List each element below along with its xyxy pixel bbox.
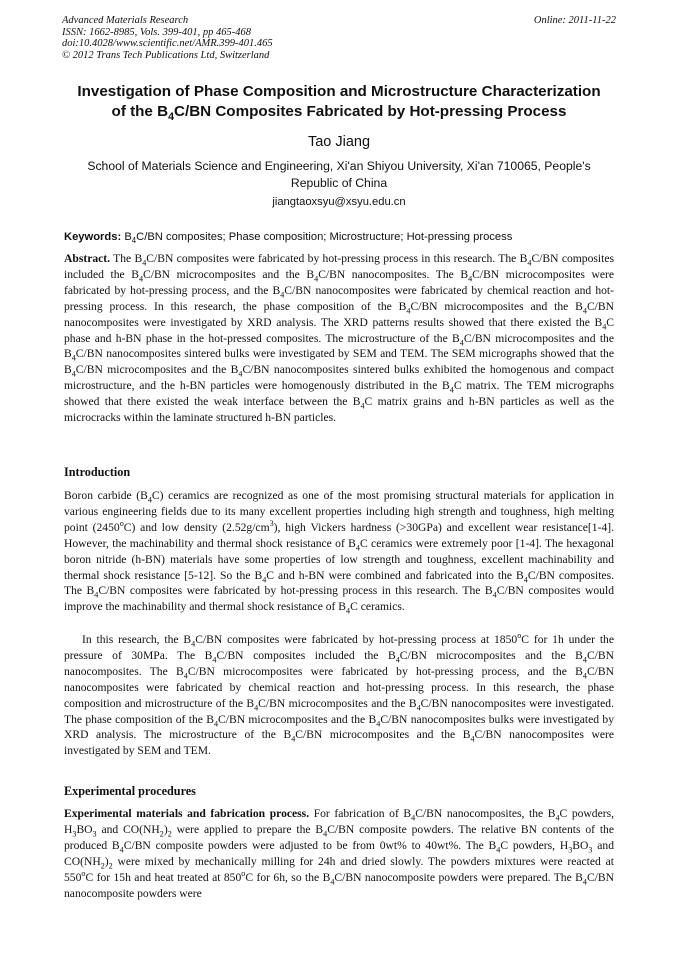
author-name: Tao Jiang — [307, 134, 371, 150]
keywords — [64, 231, 624, 246]
keywords-text: $B_4C/BN$ composites; Phase composition; Microstructure; Hot-pressing process — [124, 231, 513, 246]
keywords-label: Keywords: — [64, 231, 122, 243]
experimental-heading: Experimental procedures — [64, 784, 196, 798]
intro-p1-text: Boron carbide $(B_4C)$ ceramics are recognized as one of the most promising structural materials for application in various engineering fields due to its many excellent properties including high strength and toughness, high melting point (2450$^o$C) and low density $(2.52g/cm^3)$, high Vickers hardness (>30GPa) and excellent wear resistance[1-4]. However, the machinability and thermal shock resistance of $B_4C$ ceramics were extremely poor [1-4]. The hexagonal boron nitride (h-BN) materials have some properties of low strength and toughness, excellent machinability and thermal shock resistance [5-12]. So the $B_4C$ and h-BN were combined and fabricated into the $B_4C/BN$ composites. The $B_4C/BN$ composites were fabricated by hot-pressing process in this research. The $B_4C/BN$ composites would improve the machinability and thermal shock resistance of $B_4C$ ceramics. — [64, 489, 615, 616]
intro-paragraph-1 — [64, 488, 614, 615]
journal-name: Advanced Materials Research — [62, 15, 189, 26]
affiliation: School of Materials Science and Engineering, Xi'an Shiyou University, Xi'an 710065, People's Republic of China — [87, 159, 591, 190]
journal-header — [62, 15, 616, 61]
author-email[interactable]: jiangtaoxsyu@xsyu.edu.cn — [272, 196, 406, 208]
title-line-2: of the $B_4C/BN$ Composites Fabricated by Hot-pressing Process — [111, 103, 567, 124]
paper-title — [50, 82, 628, 122]
experimental-text: For fabrication of $B_4C/BN$ nanocomposites, the $B_4C$ powders, $H_3BO_3$ and $CO(NH_2)_2$ were applied to prepare the $B_4C/BN$ composite powders. The relative BN contents of the produced $B_4C/BN$ composite powders were adjusted to be from 0wt% to 40wt%. The $B_4C$ powders, $H_3BO_3$ and $CO(NH_2)_2$ were mixed by mechanically milling for 24h and dried slowly. The powders mixtures were reacted at 550$^o$C for 15h and heat treated at 850$^o$C for 6h, so the $B_4C/BN$ nanocomposite powders were prepared. The $B_4C/BN$ nanocomposite powders were — [64, 807, 615, 900]
intro-p2-text: In this research, the $B_4C/BN$ composites were fabricated by hot-pressing process at 1850$^o$C for 1h under the pressure of 30MPa. The $B_4C/BN$ composites included the $B_4C/BN$ microcomposites and the $B_4C/BN$ nanocomposites. The $B_4C/BN$ microcomposites were fabricated by hot-pressing process, and the $B_4C/BN$ nanocomposites were fabricated by chemical reaction and hot-pressing process. In this research, the phase composition and microstructure of the $B_4C/BN$ microcomposites and the $B_4C/BN$ nanocomposites were investigated. The phase composition of the $B_4C/BN$ microcomposites and the $B_4C/BN$ nanocomposites bulks were investigated by XRD analysis. The microstructure of the $B_4C/BN$ microcomposites and the $B_4C/BN$ nanocomposites were investigated by SEM and TEM. — [64, 631, 614, 758]
abstract-text: The $B_4C/BN$ composites were fabricated by hot-pressing process in this research. The $B_4C/BN$ composites included the $B_4C/BN$ microcomposites and the $B_4C/BN$ nanocomposites. The $B_4C/BN$ microcomposites were fabricated by hot-pressing process, and the $B_4C/BN$ nanocomposites were fabricated by chemical reaction and hot-pressing process. In this research, the phase composition of the $B_4C/BN$ microcomposites and the $B_4C/BN$ nanocomposites were investigated by XRD analysis. The XRD patterns results showed that there existed the $B_4C$ phase and h-BN phase in the hot-pressed composites. The microstructure of the $B_4C/BN$ microcomposites and the $B_4C/BN$ nanocomposites sintered bulks were investigated by SEM and TEM. The SEM micrographs showed that the $B_4C/BN$ microcomposites and the $B_4C/BN$ nanocomposites sintered bulks exhibited the homogenous and compact microstructure, and the h-BN particles were homogenously distributed in the $B_4C$ matrix. The TEM micrographs showed that there existed the weak interface between the $B_4C$ matrix grains and h-BN particles as well as the microcracks within the laminate structured h-BN particles. — [64, 252, 615, 425]
experimental-paragraph — [64, 806, 614, 901]
experimental-sublabel: Experimental materials and fabrication process. — [64, 807, 310, 820]
online-date: Online: 2011-11-22 — [533, 15, 616, 26]
intro-heading: Introduction — [64, 465, 131, 479]
doi-line: doi:10.4028/www.scientific.net/AMR.399-401.465 — [62, 38, 273, 49]
abstract — [64, 251, 614, 426]
copyright-line: © 2012 Trans Tech Publications Ltd, Switzerland — [62, 49, 270, 61]
abstract-label: Abstract. — [64, 252, 111, 265]
issn-line: ISSN: 1662-8985, Vols. 399-401, pp 465-468 — [62, 26, 251, 38]
title-line-1: Investigation of Phase Composition and Microstructure Characterization — [77, 83, 601, 100]
intro-paragraph-2 — [64, 632, 614, 759]
